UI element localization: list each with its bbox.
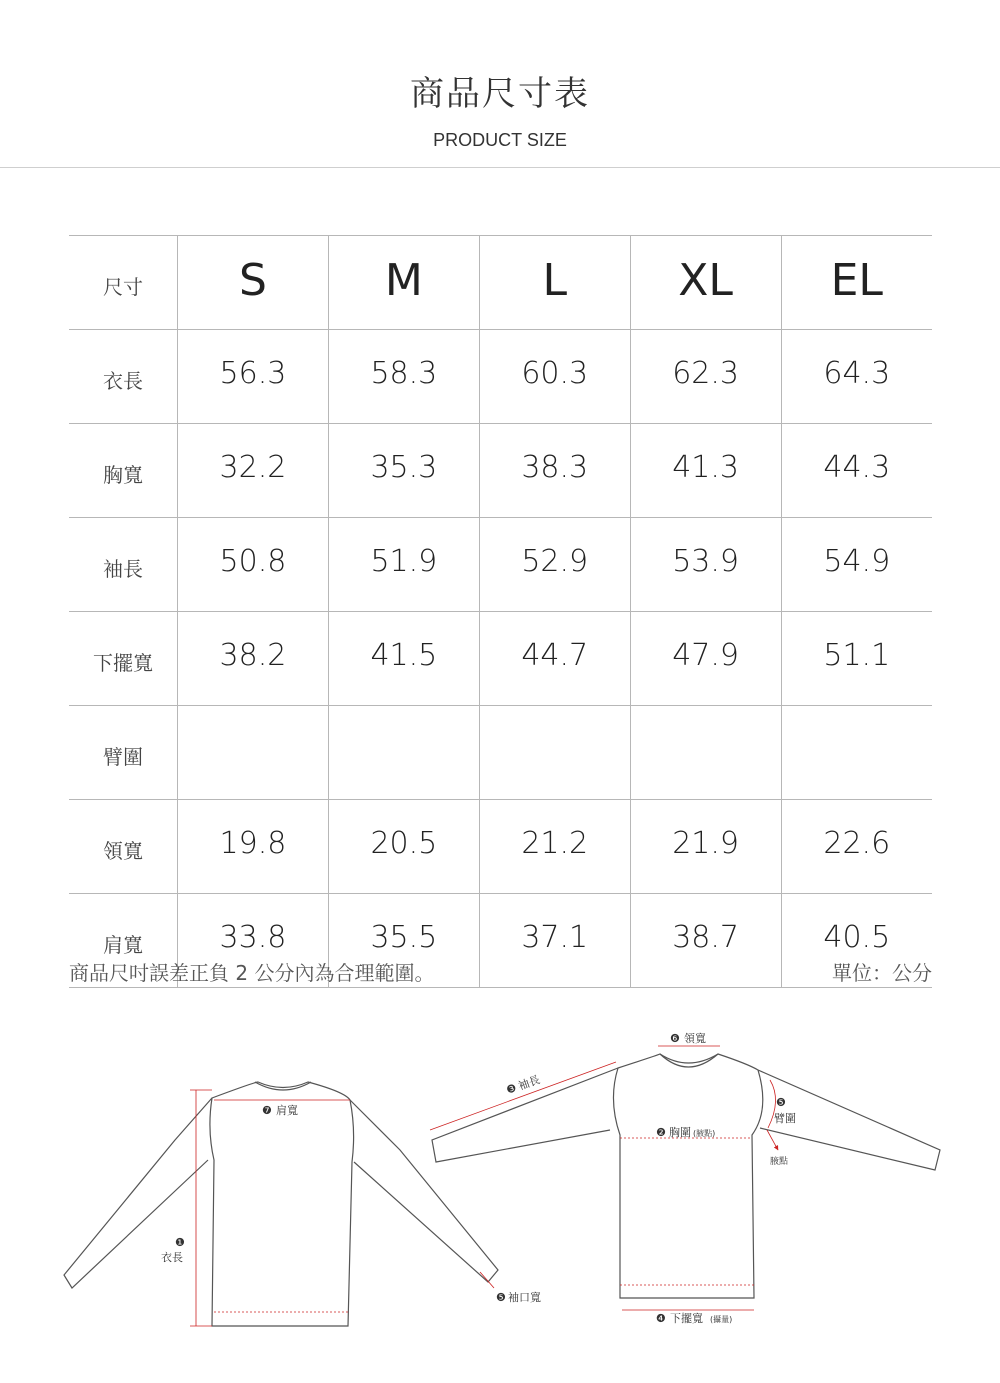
table-cell [479,706,630,800]
table-cell: 44.3 [781,424,932,518]
size-label-s: S [178,236,329,330]
table-cell: 35.3 [328,424,479,518]
table-cell: 41.5 [328,612,479,706]
size-header-row [69,236,932,330]
table-cell: 64.3 [781,330,932,424]
cuff-label: 袖口寬 [508,1291,541,1304]
measurement-diagram [0,1020,1000,1350]
corner-label: 尺寸 [69,236,178,330]
table-cell: 35.5 [328,894,479,988]
table-cell: 53.9 [630,518,781,612]
length-number: ❶ [175,1236,185,1249]
table-row [69,800,932,894]
table-cell [178,706,329,800]
table-cell: 58.3 [328,330,479,424]
sleeve-number: ❸ [504,1081,519,1097]
table-cell [781,706,932,800]
table-cell: 52.9 [479,518,630,612]
table-cell: 40.5 [781,894,932,988]
arm-label: 臂圍 [774,1112,796,1125]
shoulder-number: ❼ [262,1104,272,1117]
table-cell: 44.7 [479,612,630,706]
cuff-number: ❺ [496,1291,506,1304]
table-cell: 50.8 [178,518,329,612]
table-cell: 47.9 [630,612,781,706]
arm-number: ❺ [776,1096,786,1109]
row-label: 領寬 [69,800,178,894]
row-label: 肩寬 [69,894,178,988]
table-row [69,518,932,612]
table-cell [630,706,781,800]
chest-number: ❷ [656,1126,666,1139]
table-cell: 62.3 [630,330,781,424]
table-cell [328,706,479,800]
size-label-xl: XL [630,236,781,330]
size-label-el: EL [781,236,932,330]
table-cell: 37.1 [479,894,630,988]
tolerance-note: 商品尺吋誤差正負 2 公分內為合理範圍。 [69,961,435,985]
shoulder-label: 肩寬 [276,1104,298,1117]
row-label: 下擺寬 [69,612,178,706]
table-cell: 51.9 [328,518,479,612]
table-cell: 33.8 [178,894,329,988]
chest-note: (腋點) [693,1129,716,1138]
row-label: 臂圍 [69,706,178,800]
table-cell: 41.3 [630,424,781,518]
chest-label: 胸圍 [669,1126,691,1139]
length-label: 衣長 [161,1251,183,1264]
header-divider [0,167,1000,168]
table-cell: 32.2 [178,424,329,518]
sleeve-label: 袖長 [516,1073,542,1093]
hem-note: (攝量) [710,1315,733,1324]
row-label: 衣長 [69,330,178,424]
table-cell: 19.8 [178,800,329,894]
size-table [69,235,932,988]
hem-label: 下擺寬 [670,1312,703,1325]
hem-number: ❹ [656,1312,666,1325]
table-row [69,706,932,800]
size-label-m: M [328,236,479,330]
unit-label: 單位：公分 [832,961,932,985]
sleeve-measure-line [430,1062,616,1130]
table-cell: 38.7 [630,894,781,988]
table-cell: 22.6 [781,800,932,894]
back-shirt-outline [64,1082,498,1326]
table-cell: 21.2 [479,800,630,894]
table-row [69,612,932,706]
size-label-l: L [479,236,630,330]
table-cell: 56.3 [178,330,329,424]
row-label: 袖長 [69,518,178,612]
table-cell: 38.2 [178,612,329,706]
page-subtitle: PRODUCT SIZE [433,130,567,150]
table-row [69,330,932,424]
row-label: 胸寬 [69,424,178,518]
table-row [69,424,932,518]
table-cell: 20.5 [328,800,479,894]
table-cell: 21.9 [630,800,781,894]
neck-label: 領寬 [684,1032,706,1045]
table-cell: 51.1 [781,612,932,706]
table-cell: 60.3 [479,330,630,424]
armpit-label: 腋點 [770,1157,789,1167]
page-title: 商品尺寸表 [410,74,590,114]
table-cell: 38.3 [479,424,630,518]
table-cell: 54.9 [781,518,932,612]
neck-number: ❻ [670,1032,680,1045]
